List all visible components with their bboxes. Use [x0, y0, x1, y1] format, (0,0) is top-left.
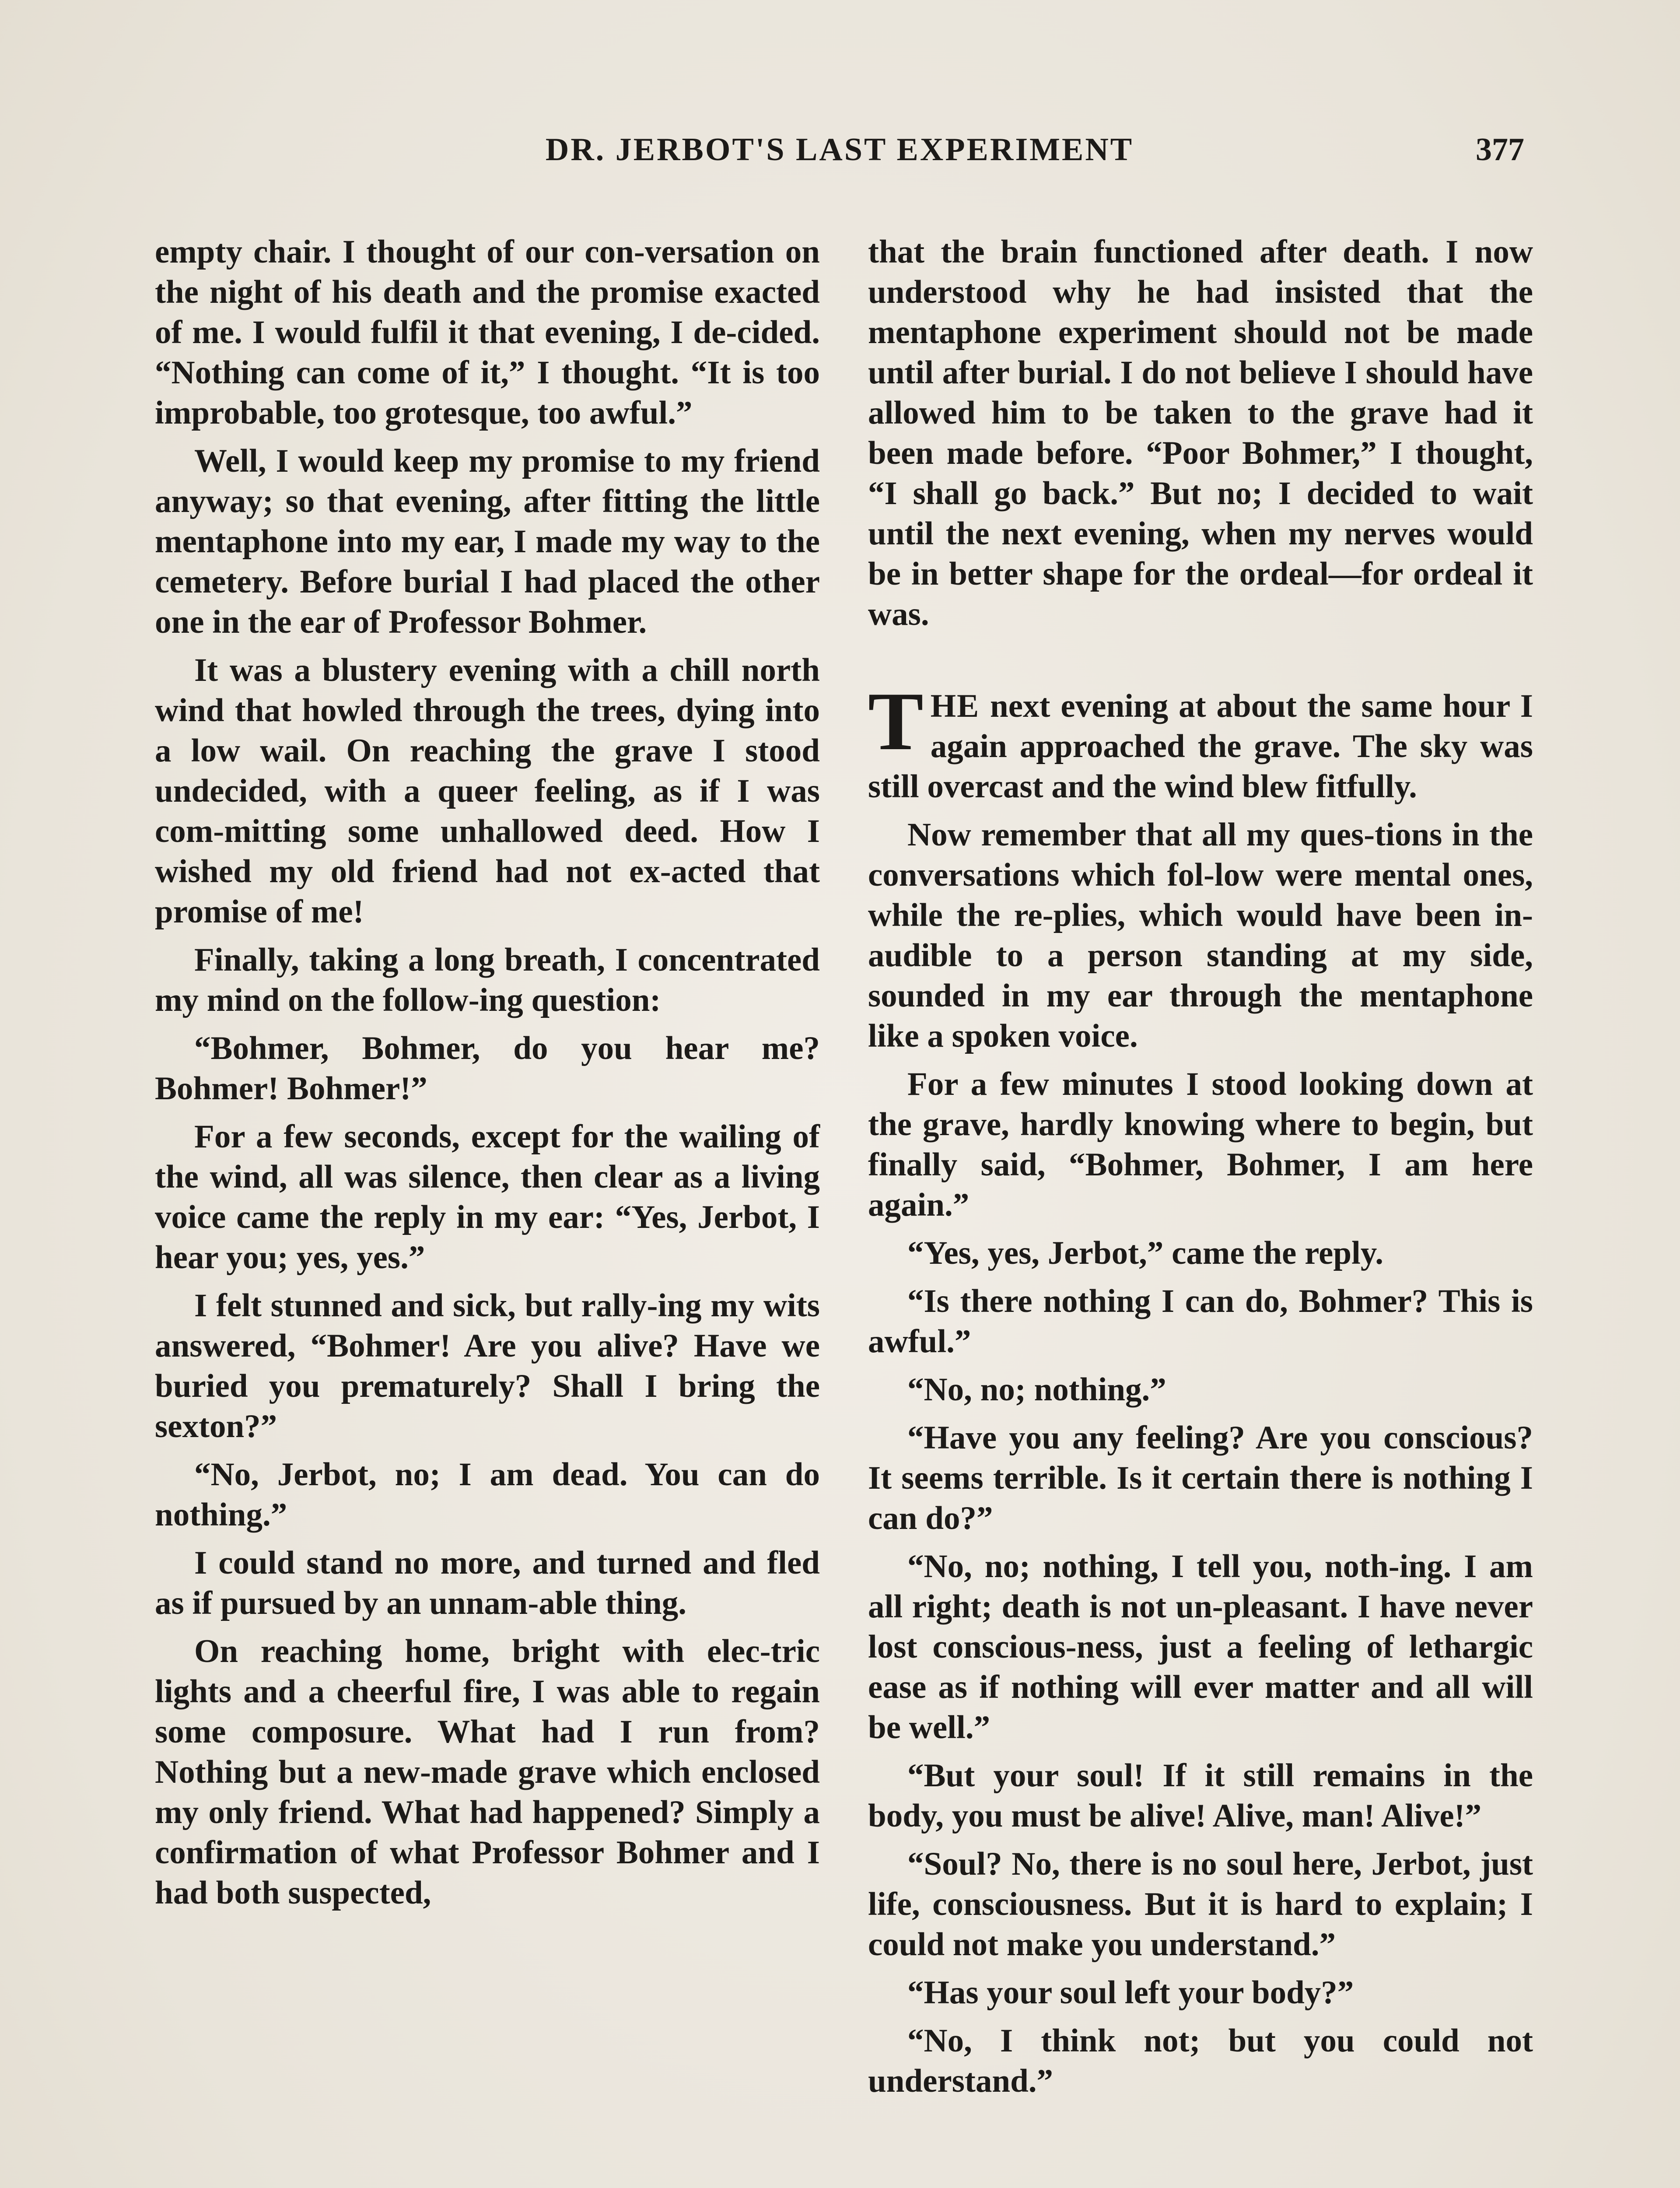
left-column [155, 232, 820, 1913]
paragraph: “Has your soul left your body?” [907, 1974, 1354, 2011]
paragraph: “No, no; nothing.” [907, 1371, 1166, 1408]
paragraph: “No, I think not; but you could not understand.” [868, 2023, 1533, 2099]
drop-cap: T [868, 676, 924, 768]
page-number: 377 [1476, 132, 1524, 168]
paragraph: For a few minutes I stood looking down at the grave, hardly knowing where to begin, but finally said, “Bohmer, Bohmer, I am here again.” [868, 1066, 1533, 1223]
paragraph: I felt stunned and sick, but rally-ing my wits answered, “Bohmer! Are you alive? Have we buried you prematurely? Shall I bring the sexton?” [155, 1287, 820, 1445]
right-column [868, 232, 1533, 2101]
paragraph: “Have you any feeling? Are you conscious? It seems terrible. Is it certain there is nothing I can do?” [868, 1420, 1533, 1536]
paragraph: I could stand no more, and turned and fled as if pursued by an unnam-able thing. [155, 1545, 820, 1621]
paragraph: “Is there nothing I can do, Bohmer? This is awful.” [868, 1283, 1533, 1360]
paragraph: “No, Jerbot, no; I am dead. You can do nothing.” [155, 1456, 820, 1533]
paragraph: Finally, taking a long breath, I concentrated my mind on the follow-ing question: [155, 942, 820, 1018]
paragraph: On reaching home, bright with elec-tric lights and a cheerful fire, I was able to regain some composure. What had I run from? Nothing but a new-made grave which enclosed my only friend. What had happened? Simply a confirmation of what Professor Bohmer and I had both suspected, [155, 1633, 820, 1911]
section-opening-text: next evening at about the same hour I again approached the grave. The sky was still overcast and the wind blew fitfully. [868, 688, 1533, 805]
paragraph: “Soul? No, there is no soul here, Jerbot, just life, consciousness. But it is hard to explain; I could not make you understand.” [868, 1846, 1533, 1963]
section-opening-paragraph [868, 676, 1533, 807]
paragraph: empty chair. I thought of our con-versation on the night of his death and the promise exacted of me. I would fulfil it that evening, I de-cided. “Nothing can come of it,” I thought. “It is too improbable, too grotesque, too awful.” [155, 234, 820, 431]
paragraph: “But your soul! If it still remains in the body, you must be alive! Alive, man! Alive!” [868, 1757, 1533, 1834]
small-caps-lead: HE [930, 688, 980, 724]
paragraph: Now remember that all my ques-tions in the conversations which fol-low were mental ones, while the re-plies, which would have been in-audible to a person standing at my side, sounded in my ear through the mentaphone like a spoken voice. [868, 817, 1533, 1054]
paragraph: “No, no; nothing, I tell you, noth-ing. I am all right; death is not un-pleasant. I have never lost conscious-ness, just a feeling of lethargic ease as if nothing will ever matter and all will be well.” [868, 1548, 1533, 1746]
paragraph: that the brain functioned after death. I now understood why he had insisted that the mentaphone experiment should not be made until after burial. I do not believe I should have allowed him to be taken to the grave had it been made before. “Poor Bohmer,” I thought, “I shall go back.” But no; I decided to wait until the next evening, when my nerves would be in better shape for the ordeal—for ordeal it was. [868, 234, 1533, 632]
running-title: DR. JERBOT'S LAST EXPERIMENT [545, 132, 1134, 168]
paragraph: “Yes, yes, Jerbot,” came the reply. [907, 1235, 1383, 1271]
running-header [155, 131, 1524, 184]
paragraph: For a few seconds, except for the wailing of the wind, all was silence, then clear as a living voice came the reply in my ear: “Yes, Jerbot, I hear you; yes, yes.” [155, 1119, 820, 1276]
paragraph: It was a blustery evening with a chill north wind that howled through the trees, dying into a low wail. On reaching the grave I stood undecided, with a queer feeling, as if I was com-mitting some unhallowed deed. How I wished my old friend had not ex-acted that promise of me! [155, 652, 820, 930]
paragraph: Well, I would keep my promise to my friend anyway; so that evening, after fitting the little mentaphone into my ear, I made my way to the cemetery. Before burial I had placed the other one in the ear of Professor Bohmer. [155, 443, 820, 640]
paragraph: “Bohmer, Bohmer, do you hear me? Bohmer! Bohmer!” [155, 1030, 820, 1107]
